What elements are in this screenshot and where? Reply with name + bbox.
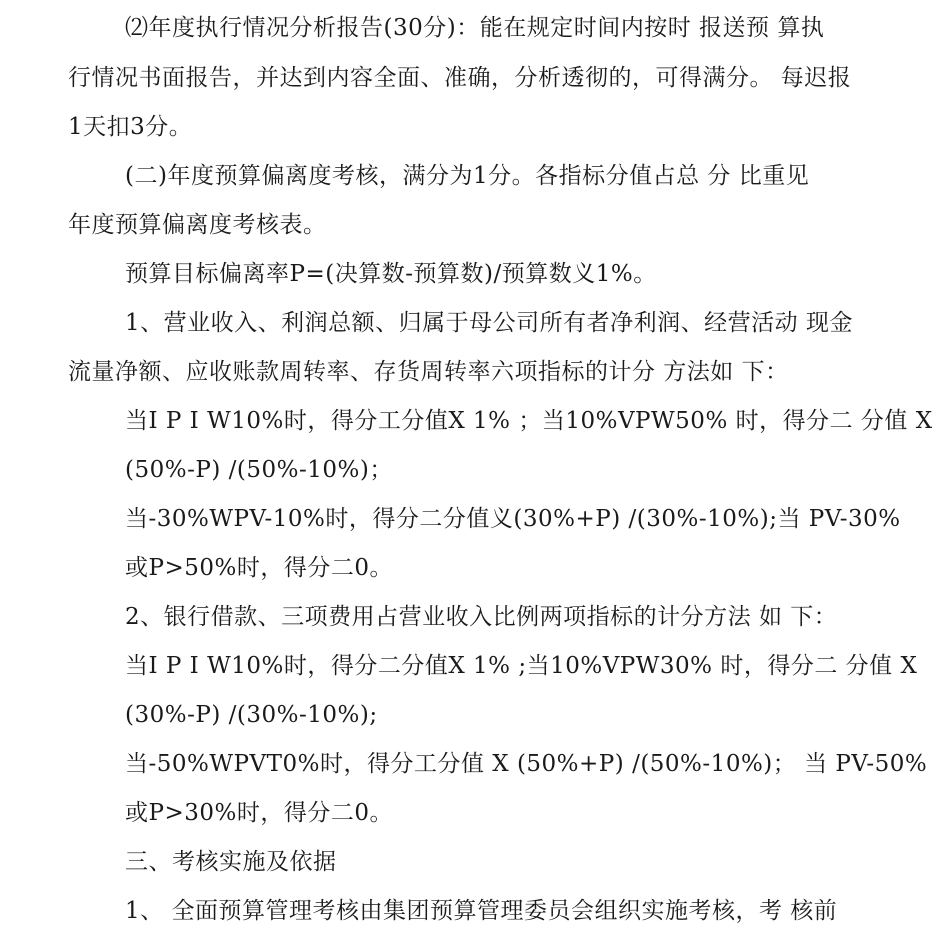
scoring-rule-line: (30%-P) /(30%-10%); (125, 702, 378, 728)
scoring-rule-line: 当-50%WPVT0%时，得分工分值 X (50%+P) /(50%-10%)； 当 PV-50% (125, 751, 928, 777)
paragraph-line: 1天扣3分。 (68, 114, 193, 140)
scoring-rule-line: 当I P I W10%时，得分工分值X 1% ；当10%VPW50% 时，得分二 分值 X (125, 408, 933, 434)
paragraph-line: (二)年度预算偏离度考核，满分为1分。各指标分值占总 分 比重见 (125, 163, 810, 189)
paragraph-line: 2、银行借款、三项费用占营业收入比例两项指标的计分方法 如 下： (125, 604, 838, 630)
scoring-rule-line: 或P>30%时，得分二0。 (125, 800, 394, 826)
section-heading: 三、考核实施及依据 (125, 849, 337, 875)
scoring-rule-line: 当-30%WPV-10%时，得分二分值义(30%+P) /(30%-10%);当 PV-30% (125, 506, 901, 532)
paragraph-line: 流量净额、应收账款周转率、存货周转率六项指标的计分 方法如 下： (68, 359, 789, 385)
scoring-rule-line: 或P>50%时，得分二0。 (125, 555, 394, 581)
paragraph-line: 1、 全面预算管理考核由集团预算管理委员会组织实施考核，考 核前 (125, 898, 838, 924)
paragraph-line: ⑵年度执行情况分析报告(30分)：能在规定时间内按时 报送预 算执 (125, 15, 825, 41)
formula-line: 预算目标偏离率P=(决算数-预算数)/预算数义1%。 (125, 261, 657, 287)
paragraph-line: 行情况书面报告，并达到内容全面、准确，分析透彻的，可得满分。 每迟报 (68, 65, 852, 91)
paragraph-line: 1、营业收入、利润总额、归属于母公司所有者净利润、经营活动 现金 (125, 310, 853, 336)
scoring-rule-line: (50%-P) /(50%-10%)； (125, 457, 393, 483)
paragraph-line: 年度预算偏离度考核表。 (68, 212, 327, 238)
scoring-rule-line: 当I P I W10%时，得分二分值X 1% ;当10%VPW30% 时，得分二 分值 X (125, 653, 918, 679)
